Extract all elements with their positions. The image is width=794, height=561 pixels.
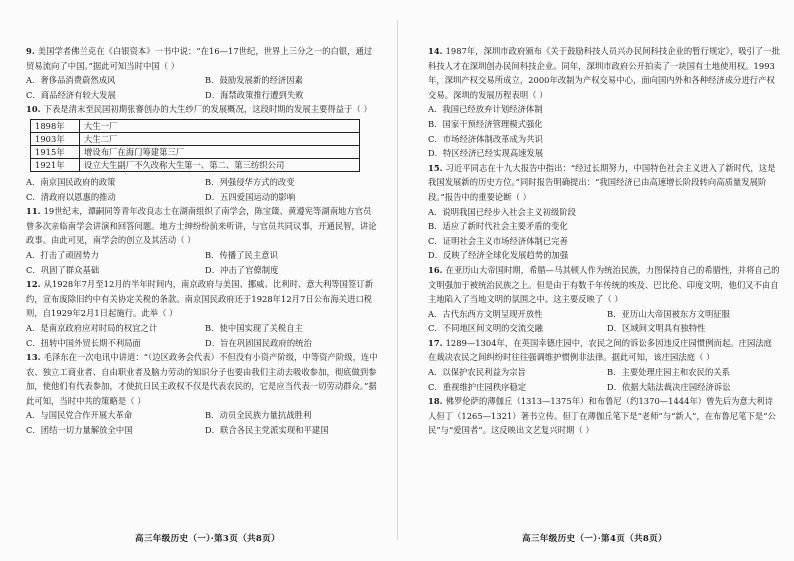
option-c: C．清政府以恩惠的推动	[26, 191, 116, 202]
question-17	[428, 336, 780, 394]
option-d: D．五四爱国运动的影响	[205, 191, 296, 202]
table-row: 1898年 大生一厂	[31, 119, 360, 132]
question-18	[428, 394, 780, 438]
question-16-options	[428, 307, 780, 336]
option-a: A．说明我国已经步入社会主义初级阶段	[428, 206, 576, 217]
question-15-options	[428, 205, 780, 263]
option-a: A．以保护农民利益为宗旨	[428, 367, 526, 378]
option-d: D．海禁政策推行遭到失败	[205, 89, 304, 100]
option-b: B．国家干预经济管理模式强化	[428, 118, 543, 129]
page-divider	[397, 20, 398, 540]
option-b: B．适应了新时代社会主要矛盾的变化	[428, 221, 568, 232]
question-14	[428, 44, 780, 161]
option-b: B．动员全民族力量抗战胜利	[205, 410, 312, 421]
question-15	[428, 161, 780, 263]
option-b: B．主要处理庄园主和农民的关系	[607, 367, 731, 378]
option-b: B．传播了民主意识	[205, 249, 278, 260]
question-10-stem: 10. 下表是清末至民国初期张謇创办的大生纱厂的发展概况，这段时期的发展主要得益于（ ）	[26, 104, 372, 115]
option-c: C．扭转中国外贸长期不利局面	[26, 337, 141, 348]
question-17-stem: 17. 1289—1304年，在英国幸德庄园中，农民之间的诉讼多因违反庄园惯例而起。庄园法庭在裁决农民之间纠纷时往往强调维护惯例非法律。据此可知，该庄园法庭（ ）	[428, 337, 773, 363]
question-13-stem: 13. 毛泽东在一次电讯中讲道：“（边区政务会代表）不但没有小资产阶级，中等资产阶级，连中农、独立工商业者、自由职业者及脑力劳动的知识分子也要由我们主动去吸收参加，彻底做到参加，使他们有代表参加，才使抗日民主政权不仅是代表农民的，它是应当代表一切劳动群众。”据此可知，当时中共的策略是（ ）	[26, 352, 378, 406]
question-10	[26, 102, 378, 204]
question-9	[26, 44, 378, 102]
question-17-options	[428, 365, 780, 394]
option-b: B．亚历山大帝国被东方文明征服	[607, 308, 731, 319]
option-c: C．证明社会主义市场经济体制已完善	[428, 235, 568, 246]
question-12	[26, 277, 378, 350]
option-a: A．南京国民政府的政策	[26, 176, 116, 187]
option-c: C．重视维护庄园秩序稳定	[428, 381, 527, 392]
left-page	[26, 44, 378, 438]
option-d: D．反映了经济全球化发展趋势的加强	[428, 250, 569, 261]
question-11-options	[26, 248, 378, 277]
question-9-stem: 9. 美国学者佛兰克在《白银资本》一书中说：“在16—17世纪，世界上三分之一的白银，通过贸易流向了中国。”据此可知当时中国（ ）	[26, 46, 373, 71]
option-d: D．冲击了官僚制度	[205, 264, 279, 275]
option-b: B．鼓励发展新的经济因素	[205, 75, 303, 86]
right-page	[428, 44, 780, 438]
question-18-stem: 18. 佛罗伦萨的薄伽丘（1313—1375年）和布鲁尼（约1370—1444年）曾先后为意大利诗人但丁（1265—1321）著书立传。但丁在薄伽丘笔下是“老师”与“新人”，在布鲁尼笔下是“公民”与“爱国者”。这反映出文艺复兴时期（ ）	[428, 396, 776, 436]
option-a: A．古代东西方文明呈现开放性	[428, 308, 543, 319]
question-12-options	[26, 321, 378, 350]
option-b: B．列强侵华方式的改变	[205, 176, 295, 187]
question-14-options	[428, 102, 780, 160]
question-10-options	[26, 175, 378, 204]
option-b: B．使中国实现了关税自主	[205, 322, 303, 333]
page-footer-right: 高三年级历史（一）·第4页（共8页）	[522, 534, 667, 544]
option-a: A．奢侈品消费蔚然成风	[26, 75, 116, 86]
question-9-options	[26, 73, 378, 102]
option-d: D．特区经济已经实现高速发展	[428, 148, 544, 159]
option-a: A．与国民党合作开展大革命	[26, 410, 133, 421]
question-13	[26, 350, 378, 438]
option-d: D．旨在巩固国民政府的统治	[205, 337, 312, 348]
option-d: D．区域间文明具有独特性	[607, 323, 706, 334]
table-row: 1915年 增设布厂在海门筹建第三厂	[31, 145, 360, 158]
question-15-stem: 15. 习近平同志在十九大报告中指出：“经过长期努力，中国特色社会主义进入了新时代，这是我国发展新的历史方位。”同时报告明确提出：“我国经济已由高速增长阶段转向高质量发展阶段。”报告中的重要论断（ ）	[428, 162, 776, 202]
option-c: C．巩固了群众基础	[26, 264, 100, 275]
option-d: D．联合各民主党派实现和平建国	[205, 425, 329, 436]
option-a: A．是南京政府应对时局的权宜之计	[26, 322, 158, 333]
option-d: D．依据大陆法裁决庄园经济诉讼	[607, 381, 731, 392]
question-11-stem: 11. 19世纪末，谭嗣同等青年改良志士在湖南组织了南学会，陈宝箴、黄遵宪等湖南地方官员曾多次亲临南学会讲演和回答问题。地方士绅纷纷前来听讲，与官员共同议事，开通民智，讲论政事。由此可见，南学会的创立及其活动（ ）	[26, 206, 377, 246]
table-row: 1903年 大生二厂	[31, 132, 360, 145]
question-16-stem: 16. 在亚历山大帝国时期，希腊—马其顿人作为统治民族，力图保持自己的希腊性，并将自己的文明强加于被统治民族之上。但是由于有数千年传统的埃及、巴比伦、印度文明，他们又不由自主地陷入了当地文明的氛围之中。这主要反映了（ ）	[428, 264, 780, 305]
option-a: A．我国已经放弃计划经济体制	[428, 104, 543, 115]
question-16	[428, 263, 780, 336]
table-row: 1921年 设立大生副厂不久改称大生第一、第二、第三纺织公司	[31, 158, 360, 171]
page-footer-left: 高三年级历史（一）·第3页（共8页）	[135, 534, 280, 544]
option-c: C．不同地区间文明的交流交融	[428, 323, 543, 334]
question-11	[26, 204, 378, 277]
option-c: C．市场经济体制改革成为共识	[428, 133, 543, 144]
question-12-stem: 12. 从1928年7月至12月的半年时间内，南京政府与美国、挪威、比利时、意大利等国签订新约，宣布废除旧约中有关协定关税的条款。南京国民政府还于1928年12月7日公布海关进口税则，自1929年2月1日起施行。此举（ ）	[26, 279, 374, 319]
option-c: C．团结一切力量解放全中国	[26, 425, 133, 436]
option-a: A．打击了顽固势力	[26, 249, 99, 260]
option-c: C．商品经济有较大发展	[26, 89, 116, 100]
question-13-options	[26, 408, 378, 437]
factory-table	[30, 119, 360, 172]
question-14-stem: 14. 1987年，深圳市政府颁布《关于鼓励科技人员兴办民间科技企业的暂行规定》，吸引了一批科技人才在深圳创办民间科技企业。同年，深圳市政府公开拍卖了一块国有土地使用权。1993年，深圳产权交易所成立，2000年改制为产权交易中心，面向国内外和各种经济成分进行产权交易。深圳的发展历程表明（ ）	[428, 46, 780, 100]
